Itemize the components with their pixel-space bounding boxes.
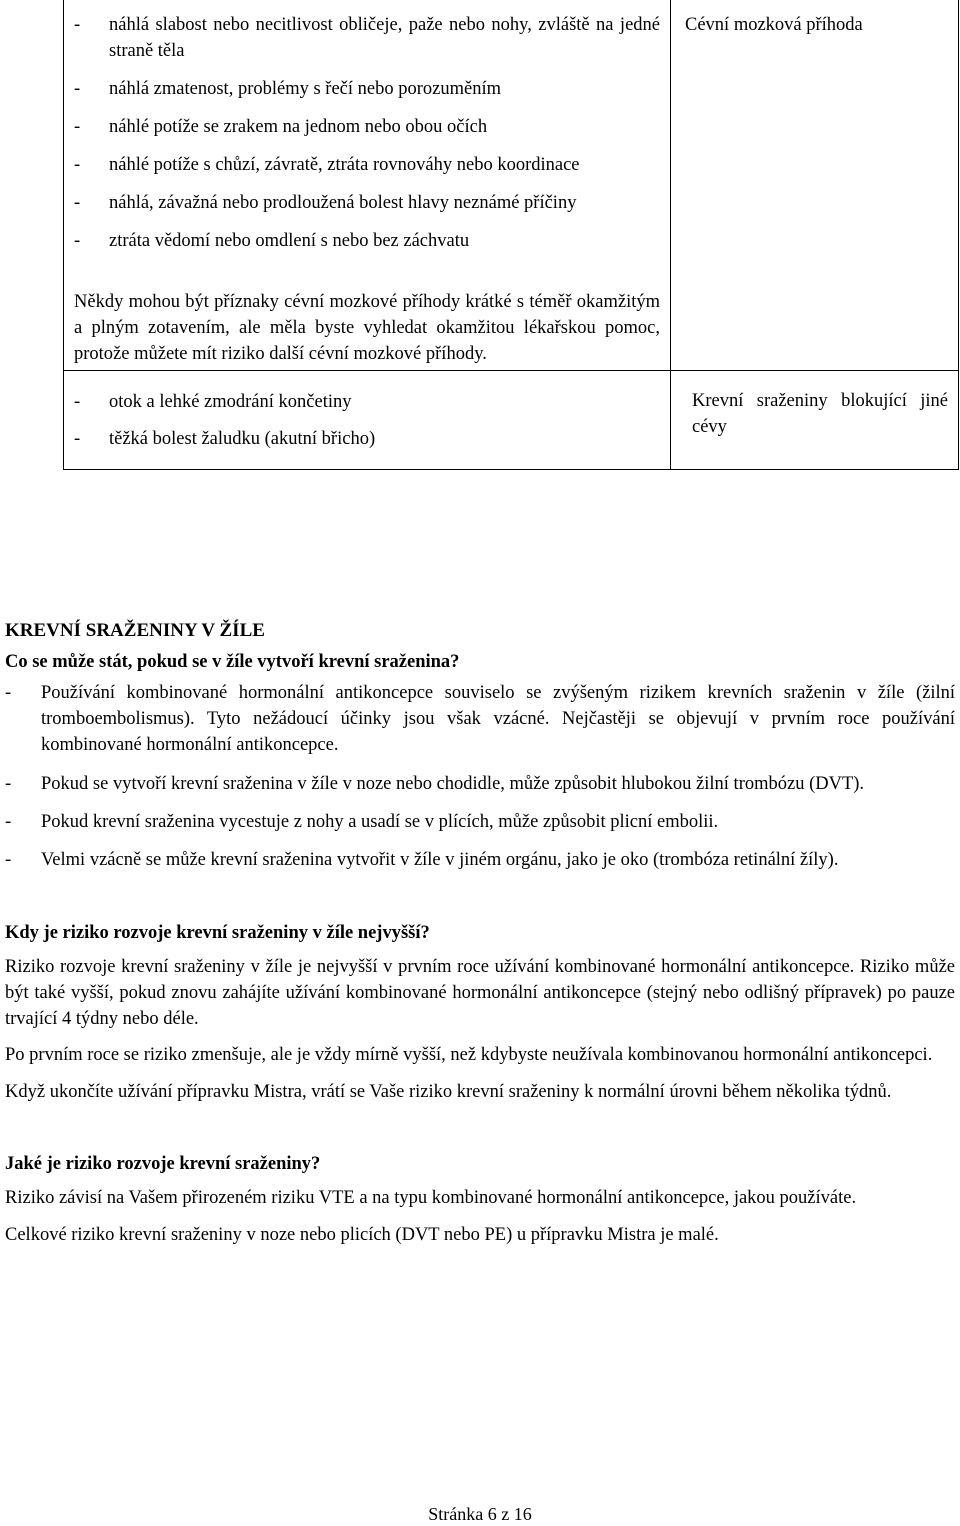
list-item: - náhlé potíže s chůzí, závratě, ztráta rovnováhy nebo koordinace: [74, 152, 660, 178]
condition-cell: [671, 0, 959, 371]
section-heading: KREVNÍ SRAŽENINY V ŽÍLE: [5, 620, 265, 641]
symptom-list: [64, 0, 670, 254]
question-heading: Co se může stát, pokud se v žíle vytvoří krevní sraženina?: [5, 652, 460, 672]
symptoms-cell: [64, 0, 671, 371]
condition-cell: [671, 371, 959, 470]
list-item: - náhlá slabost nebo necitlivost obličeje, paže nebo nohy, zvláště na jedné straně těla: [74, 12, 660, 64]
symptoms-table: [63, 0, 959, 470]
paragraph: Riziko rozvoje krevní sraženiny v žíle je nejvyšší v prvním roce užívání kombinované hormonální antikoncepce. Riziko může být také vyšší, pokud znovu zahájíte užívání kombinované hormonální antikoncepce (stejný nebo odlišný přípravek) po pauze trvající 4 týdny nebo déle.: [5, 957, 955, 1029]
symptoms-cell: [64, 371, 671, 470]
list-item: - Velmi vzácně se může krevní sraženina vytvořit v žíle v jiném orgánu, jako je oko (trombóza retinální žíly).: [5, 847, 955, 873]
table-row: [64, 371, 959, 470]
paragraph: Po prvním roce se riziko zmenšuje, ale je vždy mírně vyšší, než kdybyste neužívala kombinovanou hormonální antikoncepci.: [5, 1045, 933, 1065]
question-heading: Kdy je riziko rozvoje krevní sraženiny v žíle nejvyšší?: [5, 923, 430, 943]
paragraph: Riziko závisí na Vašem přirozeném riziku VTE a na typu kombinované hormonální antikoncepce, jakou používáte.: [5, 1188, 857, 1208]
list-item: - Používání kombinované hormonální antikoncepce souviselo se zvýšeným rizikem krevních sraženin v žíle (žilní tromboembolismus). Tyto nežádoucí účinky jsou však vzácné. Nejčastěji se objevují v prvním roce používání kombinované hormonální antikoncepce.: [5, 680, 955, 758]
risk-bullet-list: [5, 680, 955, 873]
list-item: - náhlé potíže se zrakem na jednom nebo obou očích: [74, 114, 660, 140]
condition-label: Cévní mozková příhoda: [685, 15, 863, 35]
list-item: - ztráta vědomí nebo omdlení s nebo bez záchvatu: [74, 228, 660, 254]
page-number: Stránka 6 z 16: [428, 1504, 532, 1524]
paragraph: Celkové riziko krevní sraženiny v noze nebo plicích (DVT nebo PE) u přípravku Mistra je malé.: [5, 1225, 719, 1245]
list-item: - náhlá, závažná nebo prodloužená bolest hlavy neznámé příčiny: [74, 190, 660, 216]
list-item: - Pokud se vytvoří krevní sraženina v žíle v noze nebo chodidle, může způsobit hlubokou žilní trombózu (DVT).: [5, 771, 955, 797]
condition-label: Krevní sraženiny blokující jiné cévy: [692, 391, 948, 437]
paragraph: Když ukončíte užívání přípravku Mistra, vrátí se Vaše riziko krevní sraženiny k normální úrovni během několika týdnů.: [5, 1082, 892, 1102]
list-item: - Pokud krevní sraženina vycestuje z nohy a usadí se v plících, může způsobit plicní embolii.: [5, 809, 955, 835]
table-row: [64, 0, 959, 371]
spacer: [64, 254, 670, 289]
list-item: - otok a lehké zmodrání končetiny: [74, 389, 660, 415]
list-item: - náhlá zmatenost, problémy s řečí nebo porozuměním: [74, 76, 660, 102]
symptom-list: [64, 371, 670, 469]
list-item: - těžká bolest žaludku (akutní břicho): [74, 426, 660, 452]
stroke-note: Někdy mohou být příznaky cévní mozkové příhody krátké s téměř okamžitým a plným zotavením, ale měla byste vyhledat okamžitou lékařskou pomoc, protože můžete mít riziko další cévní mozkové příhody.: [74, 292, 660, 364]
question-heading: Jaké je riziko rozvoje krevní sraženiny?: [5, 1154, 321, 1174]
main-content: [5, 617, 955, 1248]
